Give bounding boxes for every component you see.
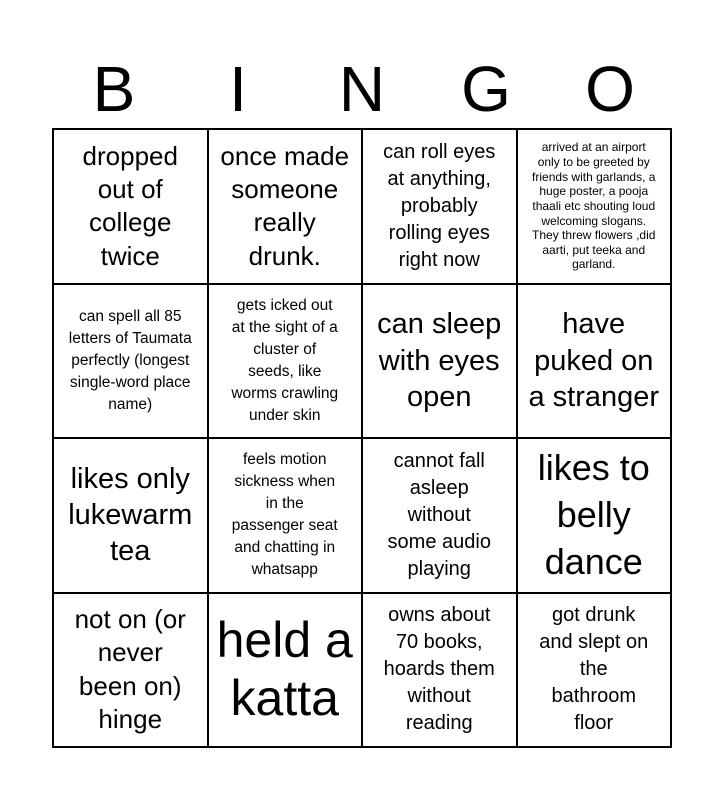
bingo-cell[interactable] bbox=[54, 594, 209, 749]
cell-text: can sleep with eyes open bbox=[377, 308, 502, 413]
cell-text: have puked on a stranger bbox=[528, 308, 660, 413]
bingo-cell[interactable] bbox=[518, 285, 673, 440]
cell-text: can roll eyes at anything, probably rolling eyes right now bbox=[383, 140, 496, 271]
header-letter-o: O bbox=[585, 53, 635, 125]
cell-text: got drunk and slept on the bathroom floor bbox=[539, 604, 649, 735]
bingo-cell[interactable] bbox=[363, 285, 518, 440]
bingo-cell[interactable] bbox=[518, 130, 673, 285]
cell-text: owns about 70 books, hoards them without reading bbox=[383, 604, 495, 735]
cell-text: likes only lukewarm tea bbox=[68, 462, 193, 568]
bingo-cell[interactable] bbox=[54, 285, 209, 440]
cell-text: gets icked out at the sight of a cluster of seeds, like worms crawling under skin bbox=[231, 296, 339, 424]
bingo-cell[interactable] bbox=[209, 439, 364, 594]
header-letter-n: N bbox=[338, 53, 386, 125]
bingo-cell[interactable] bbox=[363, 594, 518, 749]
header-letter-b: B bbox=[92, 53, 136, 125]
cell-text: held a katta bbox=[216, 612, 353, 726]
bingo-cell[interactable] bbox=[54, 439, 209, 594]
bingo-cell[interactable] bbox=[518, 439, 673, 594]
header-letter-g: G bbox=[461, 53, 511, 125]
bingo-cell[interactable] bbox=[209, 285, 364, 440]
bingo-cell[interactable] bbox=[209, 594, 364, 749]
cell-text: not on (or never been on) hinge bbox=[74, 604, 186, 735]
bingo-cell[interactable] bbox=[518, 594, 673, 749]
header-letter-i: I bbox=[229, 53, 247, 125]
cell-text: likes to belly dance bbox=[537, 447, 650, 582]
cell-text: arrived at an airport only to be greeted by friends with garlands, a huge poster, a pooja thaali etc shouting loud welcoming slogans. They threw flowers ,did aarti, put teeka and garland. bbox=[532, 140, 656, 272]
cell-text: feels motion sickness when in the passenger seat and chatting in whatsapp bbox=[231, 451, 338, 579]
cell-text: dropped out of college twice bbox=[82, 140, 178, 271]
bingo-board bbox=[52, 128, 672, 748]
bingo-cell[interactable] bbox=[363, 439, 518, 594]
cell-text: once made someone really drunk. bbox=[220, 140, 350, 271]
cell-text: can spell all 85 letters of Taumata perfectly (longest single-word place name) bbox=[68, 307, 192, 413]
bingo-cell[interactable] bbox=[54, 130, 209, 285]
bingo-header bbox=[52, 50, 672, 128]
bingo-cell[interactable] bbox=[363, 130, 518, 285]
bingo-cell[interactable] bbox=[209, 130, 364, 285]
cell-text: cannot fall asleep without some audio playing bbox=[387, 449, 491, 580]
